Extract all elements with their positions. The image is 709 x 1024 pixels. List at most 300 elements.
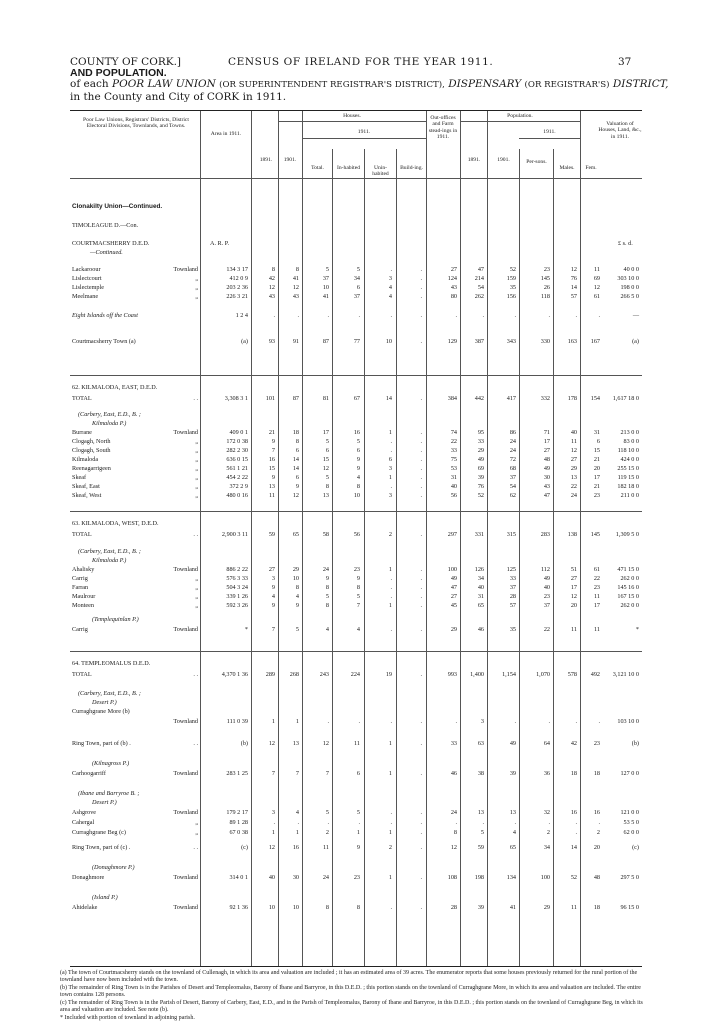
row-cell: 12 [292,284,299,291]
row-cell: 52 [477,492,484,499]
row-cell: 8 [325,904,329,911]
row-cell: 47 [450,584,457,591]
row-cell: 163 [567,338,577,345]
row-cell: Townland [173,566,198,573]
row-cell: 332 [540,395,550,402]
row-cell: 289 [265,671,275,678]
row-cell: 53 5 0 [623,819,639,826]
census-title: CENSUS OF IRELAND FOR THE YEAR 1911. [228,56,494,68]
row-cell: 22 [450,438,457,445]
row-cell: 37 [543,602,550,609]
table-note: 62. KILMALODA, EAST, D.E.D. [72,384,158,391]
row-cell: 262 0 0 [620,575,639,582]
row-cell: 47 [543,492,550,499]
row-cell: 20 [570,602,577,609]
row-cell: 53 [450,465,457,472]
row-cell: 28 [509,593,516,600]
col-header-inhabited: In-habited [337,165,360,171]
row-cell: 8 [295,266,299,273]
table-row [70,625,642,634]
row-cell: 12 [268,740,275,747]
row-cell: 67 [353,395,360,402]
row-cell: 118 [540,293,550,300]
row-cell: „ [195,474,198,481]
row-cell: 424 0 0 [620,456,639,463]
row-name: Carrig [72,626,88,633]
row-cell: 81 [322,395,329,402]
row-cell: 23 [543,593,550,600]
row-cell: 9 [271,602,275,609]
row-cell: . [514,819,516,826]
row-cell: 34 [543,844,550,851]
row-cell: 1 [388,829,392,836]
row-cell: 51 [570,566,577,573]
row-cell: . [420,465,422,472]
row-cell: Townland [173,904,198,911]
row-cell: 101 [265,395,275,402]
row-cell: . . [193,531,198,538]
row-name: Reenagarrigeen [72,465,111,472]
row-cell: 2 [596,829,600,836]
row-cell: 62 0 0 [623,829,639,836]
row-cell: 18 [570,770,577,777]
row-cell: 11 [571,626,577,633]
row-cell: 134 [506,874,516,881]
row-cell: 67 0 38 [229,829,248,836]
row-cell: 68 [509,465,516,472]
row-cell: 5 [480,829,484,836]
table-row [70,311,642,320]
row-cell: 6 [356,447,360,454]
row-cell: 12 [570,593,577,600]
row-cell: . [420,904,422,911]
row-cell: 5 [356,266,360,273]
row-cell: 4 [512,829,516,836]
table-row [70,583,642,592]
table-row [70,292,642,301]
row-cell: . [420,584,422,591]
row-cell: 69 [593,275,600,282]
row-cell: 46 [477,626,484,633]
row-cell: . [420,575,422,582]
row-name: Ring Town, part of (b) . [72,740,131,747]
table-row [70,717,642,726]
row-cell: 268 [289,671,299,678]
row-cell: 127 0 0 [620,770,639,777]
row-cell: 108 [447,874,457,881]
row-cell: 1 [271,718,275,725]
row-cell: 4,370 1 36 [221,671,248,678]
row-cell: 64 [543,740,550,747]
row-cell: . . [193,844,198,851]
row-cell: . . [193,395,198,402]
row-cell: 8 [271,266,275,273]
col-header-total: Total. [311,165,324,171]
row-name: Kilmaloda [72,456,99,463]
row-cell: 10 [268,904,275,911]
row-cell: (a) [632,338,639,345]
row-cell: . [548,718,550,725]
row-name: Lislectemple [72,284,104,291]
row-cell: . [420,395,422,402]
row-cell: 49 [543,575,550,582]
row-cell: 5 [325,438,329,445]
row-cell: 49 [509,740,516,747]
row-cell: . [390,718,392,725]
col-header-area-names: Poor Law Unions, Registrars' Districts, District Electoral Divisions, Townlands, and Towns. [83,117,189,130]
row-cell: 119 15 0 [617,474,639,481]
subtitle-line-2: in the County and City of CORK in 1911. [70,91,287,103]
table-row [70,574,642,583]
row-cell: 6 [596,438,600,445]
row-cell: 33 [450,740,457,747]
row-name: Skeaf, West [72,492,102,499]
row-cell: 11 [323,844,329,851]
row-cell: 417 [506,395,516,402]
table-row [70,265,642,274]
row-cell: 29 [543,904,550,911]
row-name: Eight Islands off the Coast [72,312,139,319]
row-cell: 6 [356,284,360,291]
table-row [70,843,642,852]
row-cell: 48 [593,874,600,881]
row-cell: . [420,718,422,725]
row-cell: 331 [474,531,484,538]
row-cell: 38 [477,770,484,777]
row-cell: . [420,740,422,747]
row-cell: „ [195,465,198,472]
row-cell: 24 [509,438,516,445]
row-cell: 198 [474,874,484,881]
row-cell: (c) [241,844,248,851]
row-name: Carhoogarriff [72,770,106,777]
row-cell: 31 [477,593,484,600]
row-cell: 35 [509,284,516,291]
footnote-a: (a) The town of Courtmacsherry stands on the townland of Cullenagh, in which its area and valuation are included ; it has an estimated area of 39 acres. The enumerator reports that some houses previously returned for the rural portion of the townland have now been included with the town. [60,970,638,984]
row-cell: 14 [292,465,299,472]
row-cell: Townland [173,770,198,777]
row-cell: . [420,438,422,445]
row-cell: 636 0 15 [226,456,248,463]
row-cell: 17 [322,429,329,436]
row-cell: 224 [350,671,360,678]
row-cell: 7 [271,447,275,454]
row-cell: (a) [241,338,248,345]
row-cell: 40 [477,584,484,591]
row-cell: 9 [295,483,299,490]
area-units: A. R. P. [210,240,230,247]
row-cell: 4 [388,284,392,291]
row-cell: 124 [447,275,457,282]
row-cell: 41 [509,904,516,911]
row-cell: Townland [173,429,198,436]
row-cell: 442 [474,395,484,402]
table-note: (Carbery, East, E.D., B. ; [78,411,141,418]
col-header-area: Area in 1911. [210,131,242,137]
row-cell: 10 [385,338,392,345]
row-cell: 3 [271,575,275,582]
row-cell: 266 5 0 [620,293,639,300]
row-cell: 41 [292,275,299,282]
row-cell: 16 [593,809,600,816]
row-cell: . [327,718,329,725]
row-cell: 16 [353,429,360,436]
row-cell: . [420,275,422,282]
row-cell: 178 [567,395,577,402]
row-cell: 93 [268,338,275,345]
row-cell: 29 [477,447,484,454]
table-row [70,283,642,292]
row-cell: . [327,819,329,826]
row-cell: 40 0 0 [623,266,639,273]
row-cell: . [390,447,392,454]
row-cell: Townland [173,809,198,816]
row-cell: 9 [356,456,360,463]
row-name: Lislectcourt [72,275,102,282]
table-note: (Ibane and Barryroe B. ; [78,790,140,797]
row-cell: 72 [509,456,516,463]
table-note: 63. KILMALODA, WEST, D.E.D. [72,520,159,527]
row-cell: . [358,312,360,319]
row-cell: . [420,429,422,436]
row-cell: 576 3 33 [226,575,248,582]
row-cell: . [390,593,392,600]
row-cell: 8 [295,438,299,445]
union-heading: Clonakilty Union—Continued. [72,203,163,210]
table-row [70,473,642,482]
row-cell: 9 [356,844,360,851]
table-row [70,446,642,455]
row-cell: . [420,483,422,490]
row-cell: 27 [543,447,550,454]
row-cell: 76 [570,275,577,282]
row-cell: 198 0 0 [620,284,639,291]
row-cell: 154 [590,395,600,402]
row-cell: . [598,312,600,319]
row-cell: 43 [543,483,550,490]
row-cell: 15 [268,465,275,472]
row-cell: . [482,819,484,826]
table-note: Kilmaloda P.) [92,557,127,564]
row-cell: . [420,602,422,609]
row-cell: . [420,266,422,273]
row-cell: . [390,266,392,273]
row-cell: 283 [540,531,550,538]
row-cell: 86 [509,429,516,436]
row-cell: 52 [570,874,577,881]
row-cell: 156 [506,293,516,300]
table-note: 64. TEMPLEOMALUS D.E.D. [72,660,151,667]
row-cell: 578 [567,671,577,678]
row-cell: . [455,718,457,725]
row-cell: 27 [450,266,457,273]
table-row [70,437,642,446]
row-cell: . [358,718,360,725]
row-cell: 45 [450,602,457,609]
row-cell: . [420,456,422,463]
row-name: Ahalisky [72,566,95,573]
row-cell: 5 [325,809,329,816]
row-cell: „ [195,447,198,454]
table-note: Desert P.) [92,699,117,706]
row-cell: 4 [356,626,360,633]
row-cell: 3,308 3 1 [224,395,248,402]
row-cell: . [575,819,577,826]
row-cell: 339 1 26 [226,593,248,600]
row-cell: 24 [322,566,329,573]
row-cell: 243 [319,671,329,678]
row-cell: . [390,312,392,319]
row-cell: 11 [571,438,577,445]
row-cell: 8 [356,584,360,591]
row-cell: . [420,566,422,573]
valuation-units: £ s. d. [618,240,633,247]
row-cell: 5 [356,593,360,600]
row-cell: . [575,718,577,725]
row-name: Courtmacsherry Town (a) [72,338,136,345]
row-cell: 179 2 17 [226,809,248,816]
row-cell: . [514,312,516,319]
row-name: Farran [72,584,89,591]
table-row [70,592,642,601]
row-cell: — [632,312,639,319]
row-cell: 159 [506,275,516,282]
row-cell: 43 [268,293,275,300]
table-note: (Island P.) [92,894,118,901]
row-cell: 262 0 0 [620,602,639,609]
row-cell: 1,154 [502,671,516,678]
row-cell: 592 3 26 [226,602,248,609]
row-name: Curraghgrane Beg (c) [72,829,126,836]
row-cell: 5 [356,809,360,816]
col-header-houses: Houses. [343,113,361,119]
col-header-persons: Per-sons. [526,159,547,165]
row-cell: 6 [295,447,299,454]
row-cell: 145 [590,531,600,538]
row-cell: 297 [447,531,457,538]
row-cell: 62 [509,492,516,499]
row-cell: . [390,584,392,591]
row-cell: 126 [474,566,484,573]
row-cell: 13 [570,474,577,481]
row-cell: „ [195,284,198,291]
row-cell: 1 [388,566,392,573]
row-cell: 5 [356,438,360,445]
row-cell: 6 [295,474,299,481]
table-note: (Kilnagross P.) [92,760,130,767]
row-cell: 92 1 36 [229,904,248,911]
row-cell: 561 1 21 [226,465,248,472]
row-cell: 2 [388,531,392,538]
col-header-valuation: Valuation of Houses, Land, &c., in 1911. [598,121,642,140]
row-cell: 61 [593,566,600,573]
row-cell: 330 [540,338,550,345]
row-name: Lackaroour [72,266,101,273]
row-cell: 77 [353,338,360,345]
row-cell: 12 [268,844,275,851]
row-cell: 4 [295,809,299,816]
row-cell: 27 [450,593,457,600]
row-name: Clogagh, North [72,438,111,445]
row-cell: 24 [509,447,516,454]
row-cell: 29 [292,566,299,573]
col-header-offices: Out-offices and Farm stead-ings in 1911. [428,115,458,141]
row-cell: 3 [388,465,392,472]
table-row [70,274,642,283]
row-cell: 41 [322,293,329,300]
row-cell: 26 [543,284,550,291]
row-cell: 56 [353,531,360,538]
row-cell: * [635,626,639,633]
row-cell: Townland [173,718,198,725]
row-cell: 167 15 0 [617,593,639,600]
row-cell: 49 [477,456,484,463]
row-cell: . [420,770,422,777]
table-row [70,739,642,748]
row-cell: 24 [450,809,457,816]
row-cell: . [548,819,550,826]
row-cell: 7 [271,770,275,777]
row-cell: 29 [570,465,577,472]
row-cell: 36 [543,770,550,777]
row-cell: „ [195,275,198,282]
row-cell: 5 [325,266,329,273]
row-cell: 42 [570,740,577,747]
row-cell: 15 [593,447,600,454]
footnote-c: (c) The remainder of Ring Town is in the Parish of Desert, Barony of Carbery, East, E.D., and in the Parish of Templeomalus, Barony of Ibane and Barryroe, in this D.E.D. ; this portion stands on the townland of Curraghgrane Beg, in which its area and valuation are included. See note (b). [60,1000,643,1014]
row-cell: 16 [268,456,275,463]
row-cell: 182 18 0 [617,483,639,490]
row-cell: „ [195,829,198,836]
row-cell: 27 [570,456,577,463]
row-cell: 39 [477,904,484,911]
row-cell: . [420,874,422,881]
row-name: Maulrour [72,593,96,600]
row-cell: 31 [593,429,600,436]
row-cell: 886 2 22 [226,566,248,573]
row-cell: 11 [269,492,275,499]
row-cell: 23 [593,584,600,591]
row-cell: 10 [353,492,360,499]
row-cell: . [390,819,392,826]
row-cell: 40 [570,429,577,436]
row-cell: 5 [295,626,299,633]
row-cell: 343 [506,338,516,345]
row-cell: . [420,474,422,481]
row-cell: 87 [322,338,329,345]
row-cell: 56 [450,492,457,499]
row-cell: 33 [450,447,457,454]
row-cell: . [455,312,457,319]
row-cell: 1 [295,829,299,836]
row-cell: 4 [356,474,360,481]
row-cell: 37 [353,293,360,300]
col-header-p1891: 1891. [467,157,481,163]
row-cell: 65 [509,844,516,851]
row-cell: . [420,312,422,319]
row-cell: . [420,819,422,826]
table-row [70,873,642,882]
row-cell: 96 15 0 [620,904,639,911]
row-cell: 303 10 0 [617,275,639,282]
row-cell: 20 [593,844,600,851]
row-cell: . [273,312,275,319]
row-cell: 121 0 0 [620,809,639,816]
row-cell: 33 [509,575,516,582]
row-cell: 993 [447,671,457,678]
row-cell: 30 [543,474,550,481]
row-cell: 167 [590,338,600,345]
